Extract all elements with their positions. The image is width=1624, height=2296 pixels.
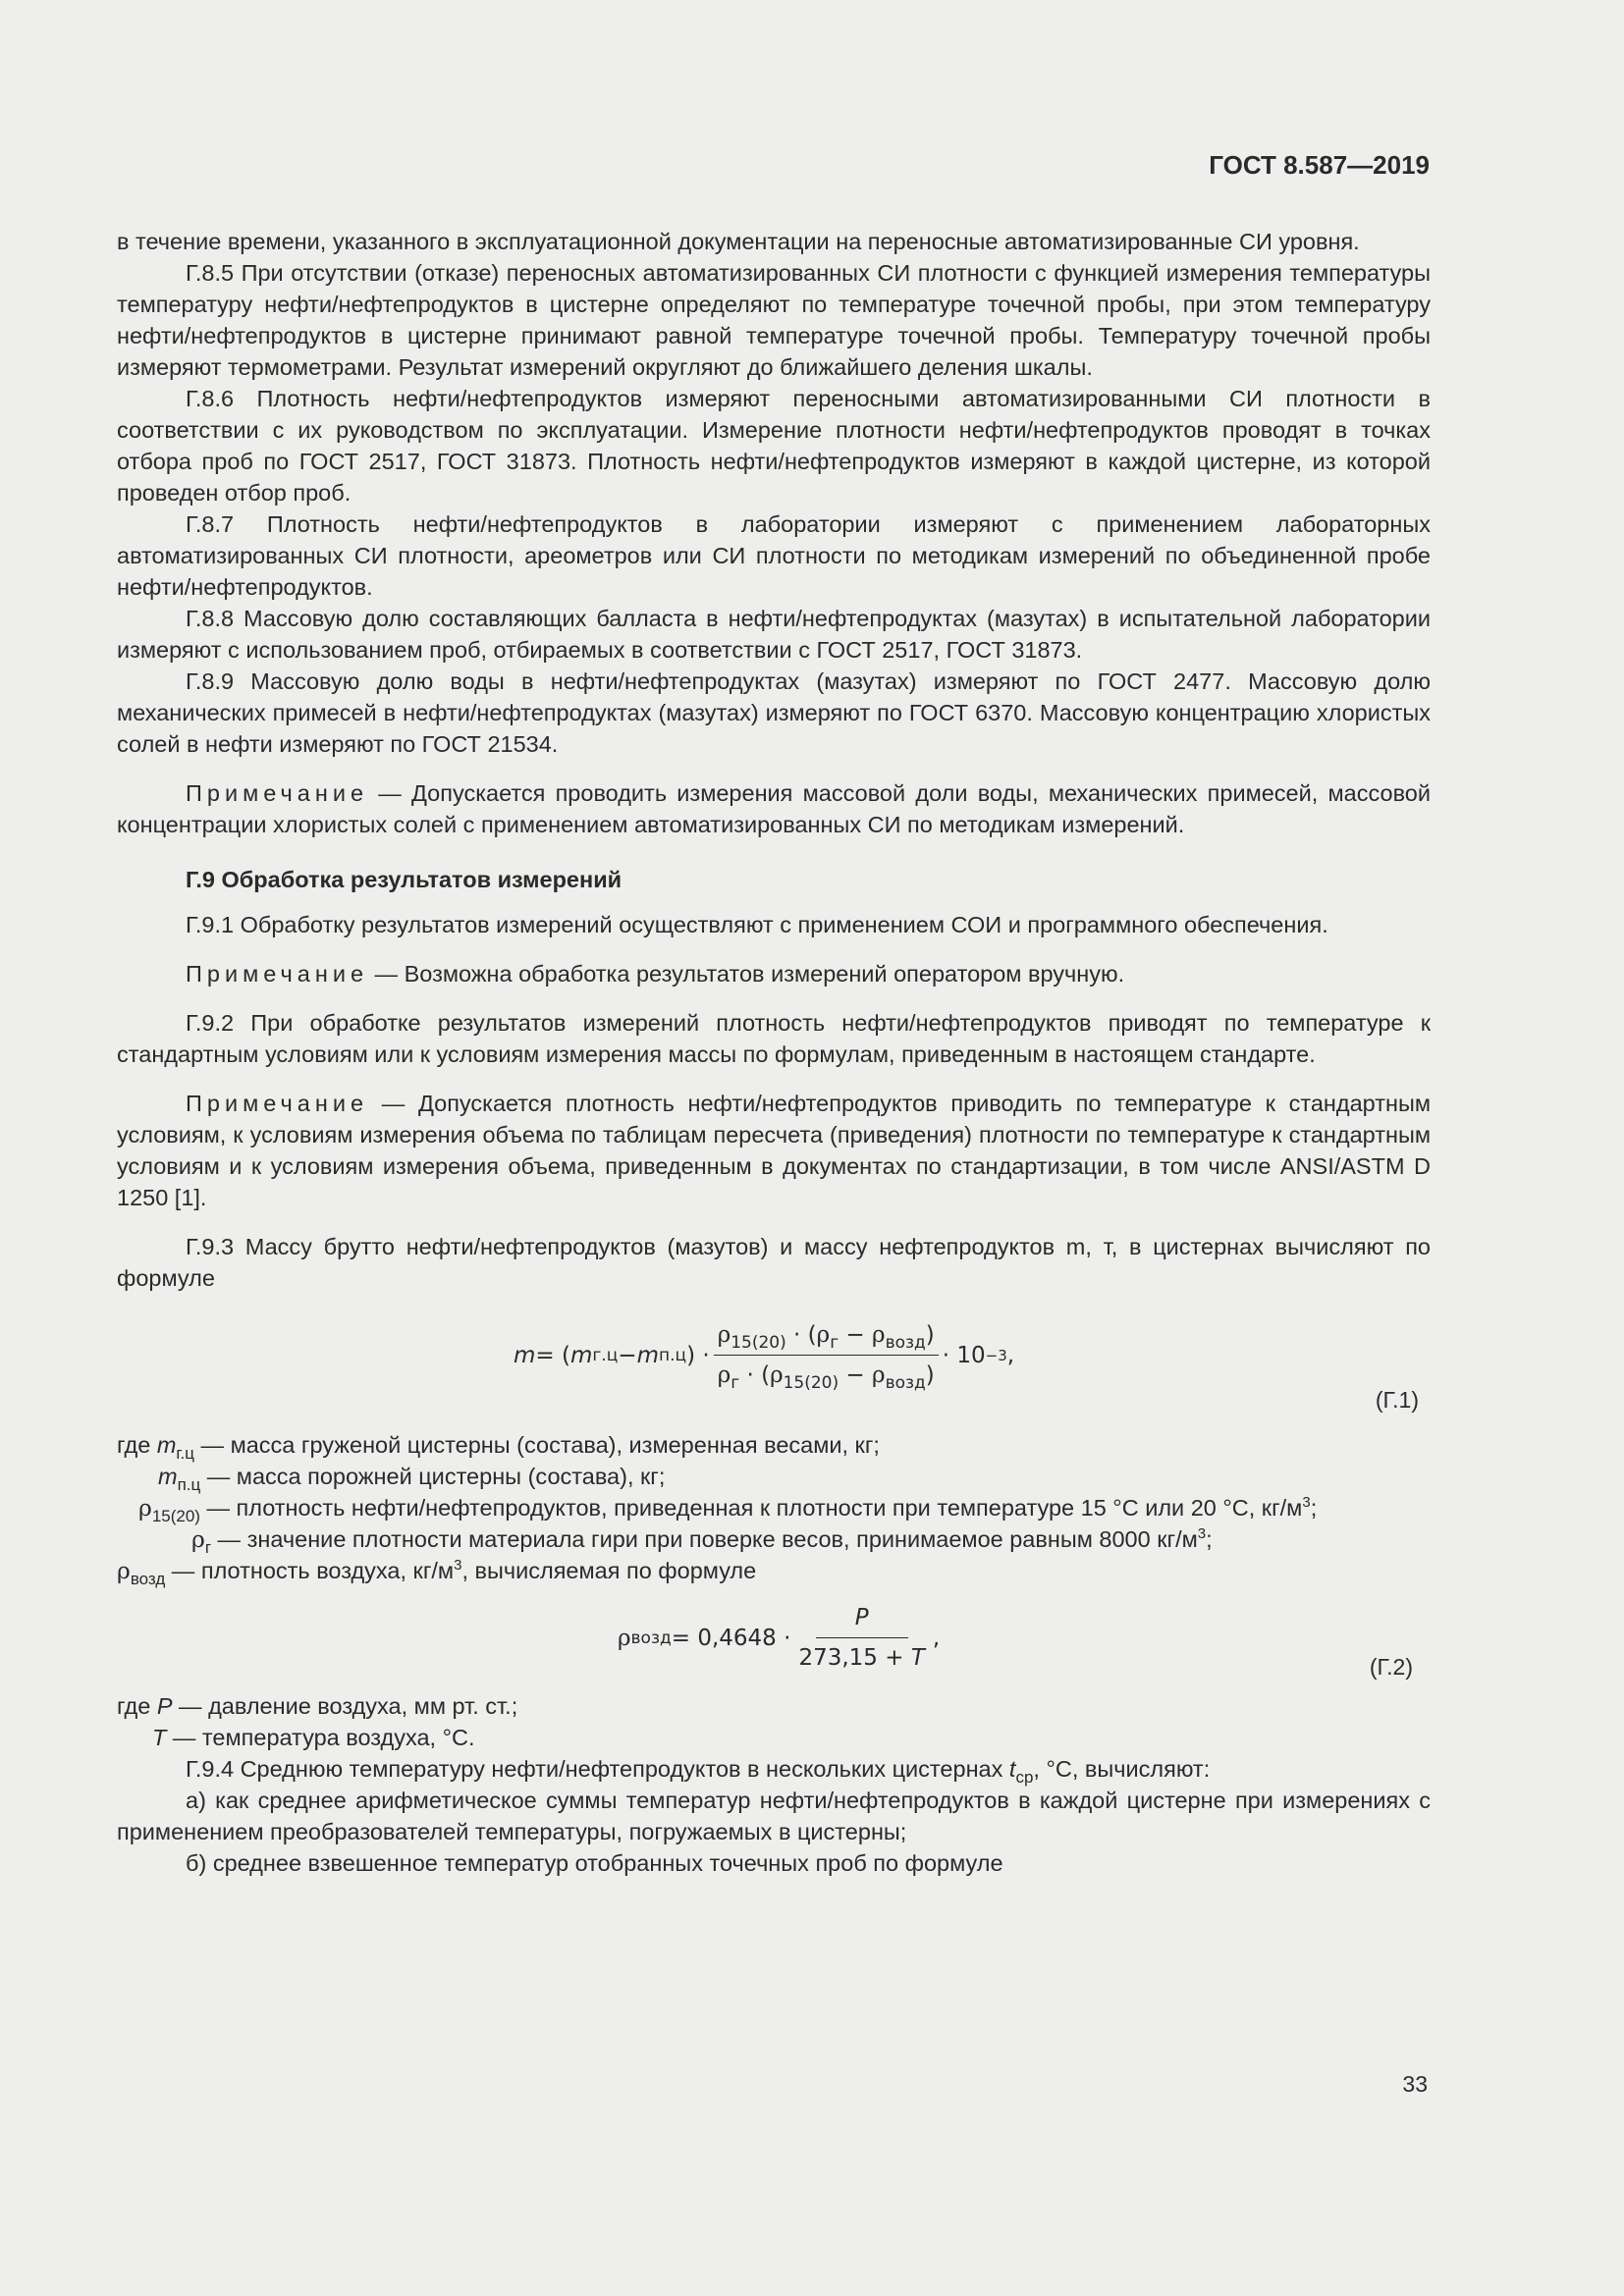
- denominator: 273,15 + T: [798, 1645, 925, 1671]
- formula-g2: [117, 1596, 1431, 1690]
- paragraph-g92: Г.9.2 При обработке результатов измерений плотность нефти/нефтепродуктов приводят по температуре к стандартным условиям или к условиям измерения массы по формулам, приведенным в настоящем стандарте.: [117, 1010, 1431, 1067]
- formula-g2-expression: ρ возд = 0,4648 · $\frac{P}{273,15 + T}$ ,: [618, 1602, 940, 1674]
- denominator: $\rho_г \cdot (\rho_{15(20)} - \rho_{возд})$: [717, 1362, 935, 1393]
- note-3: [117, 1088, 1431, 1213]
- formula-g1: [117, 1309, 1431, 1417]
- paragraph-g93: Г.9.3 Массу брутто нефти/нефтепродуктов (мазутов) и массу нефтепродуктов m, т, в цистернах вычисляют по формуле: [117, 1234, 1431, 1291]
- numerator: P: [816, 1602, 908, 1638]
- list-item-a: а) как среднее арифметическое суммы температур нефти/нефтепродуктов в каждой цистерне при измерениях с применением преобразователей температуры, погружаемых в цистерны;: [117, 1788, 1431, 1844]
- paragraph-g94: Г.9.4 Среднюю температуру нефти/нефтепродуктов в нескольких цистернах $t_{ср}$, °С, вычисляют:: [186, 1756, 1211, 1787]
- legend-line: где $m_{г.ц}$ — масса груженой цистерны (состава), измеренная весами, кг;: [117, 1432, 880, 1463]
- section-heading-g9: Г.9 Обработка результатов измерений: [186, 867, 623, 892]
- numerator: $\rho_{15(20)} \cdot (\rho_г - \rho_{возд})$: [714, 1319, 939, 1356]
- paragraph-g88: Г.8.8 Массовую долю составляющих балласта в нефти/нефтепродуктах (мазутах) в испытательной лаборатории измеряют с использованием проб, отбираемых в соответствии с ГОСТ 2517, ГОСТ 31873.: [117, 606, 1431, 663]
- paragraph-g87: Г.8.7 Плотность нефти/нефтепродуктов в лаборатории измеряют с применением лабораторных автоматизированных СИ плотности, ареометров или СИ плотности по методикам измерений по объединенной пробе нефти/нефтепродуктов.: [117, 511, 1431, 600]
- list-item-b: б) среднее взвешенное температур отобранных точечных проб по формуле: [186, 1850, 1003, 1876]
- page-number: 33: [1402, 2071, 1428, 2097]
- paragraph-g89: Г.8.9 Массовую долю воды в нефти/нефтепродуктах (мазутах) измеряют по ГОСТ 2477. Массовую долю механических примесей в нефти/нефтепродуктах (мазутах) измеряют по ГОСТ 6370. Массовую концентрацию хлористых солей в нефти измеряют по ГОСТ 21534.: [117, 668, 1431, 757]
- note-label: Примечание: [186, 780, 369, 806]
- note-text: — Возможна обработка результатов измерений оператором вручную.: [368, 961, 1125, 987]
- legend-formula-g1: [117, 1429, 1431, 1586]
- fraction: [794, 1602, 928, 1674]
- page-body: [117, 226, 1431, 1879]
- legend-line: $\rho_{15(20)}$ — плотность нефти/нефтепродуктов, приведенная к плотности при температуре 15 °С или 20 °С, $кг/м^3$;: [138, 1494, 1318, 1525]
- legend-line: $m_{п.ц}$ — масса порожней цистерны (состава), кг;: [158, 1464, 666, 1494]
- fraction: [714, 1319, 939, 1391]
- paragraph-g91: Г.9.1 Обработку результатов измерений осуществляют с применением СОИ и программного обеспечения.: [186, 912, 1328, 937]
- legend-line: $\rho_{возд}$ — плотность воздуха, $кг/м^3$, вычисляемая по формуле: [117, 1557, 757, 1588]
- note-2: [117, 958, 1431, 989]
- note-1: [117, 777, 1431, 840]
- note-text: — Допускается плотность нефти/нефтепродуктов приводить по температуре к стандартным условиям, к условиям измерения объема по таблицам пересчета (приведения) плотности по температуре к стандартным условиям и к условиям измерения объема, приведенным в документах по стандартизации, в том числе ANSI/ASTM D 1250 [1].: [117, 1091, 1431, 1210]
- legend-line: T — температура воздуха, °С.: [152, 1725, 475, 1750]
- paragraph: в течение времени, указанного в эксплуатационной документации на переносные автоматизированные СИ уровня.: [117, 229, 1360, 254]
- legend-line: $\rho_г$ — значение плотности материала гири при поверке весов, принимаемое равным 8000 $кг/м^3$;: [191, 1525, 1213, 1557]
- formula-g1-expression: m = ( m г.ц − m п.ц ) · $\frac{\rho_{15(20)} \cdot (\rho_г - \rho_{возд})}{\rho_г \cdot (\rho_{15(20)} - \rho_{возд})}$ · 10 −3 ,: [514, 1319, 1014, 1391]
- note-text: — Допускается проводить измерения массовой доли воды, механических примесей, массовой концентрации хлористых солей с применением автоматизированных СИ по методикам измерений.: [117, 780, 1431, 837]
- equation-number-g2: (Г.2): [1369, 1654, 1413, 1680]
- note-label: Примечание: [186, 961, 369, 987]
- paragraph-g86: Г.8.6 Плотность нефти/нефтепродуктов измеряют переносными автоматизированными СИ плотности в соответствии с их руководством по эксплуатации. Измерение плотности нефти/нефтепродуктов проводят в точках отбора проб по ГОСТ 2517, ГОСТ 31873. Плотность нефти/нефтепродуктов измеряют в каждой цистерне, из которой проведен отбор проб.: [117, 386, 1431, 506]
- note-label: Примечание: [186, 1091, 369, 1116]
- legend-line: где P — давление воздуха, мм рт. ст.;: [117, 1693, 518, 1719]
- equation-number-g1: (Г.1): [1375, 1387, 1419, 1413]
- paragraph-g85: Г.8.5 При отсутствии (отказе) переносных автоматизированных СИ плотности с функцией измерения температуры температуру нефти/нефтепродуктов в цистерне определяют по температуре точечной пробы, при этом температуру нефти/нефтепродуктов в цистерне принимают равной температуре точечной пробы. Температуру точечной пробы измеряют термометрами. Результат измерений округляют до ближайшего деления шкалы.: [117, 260, 1431, 380]
- document-id-header: ГОСТ 8.587—2019: [1209, 150, 1430, 180]
- legend-formula-g2: [117, 1690, 1431, 1753]
